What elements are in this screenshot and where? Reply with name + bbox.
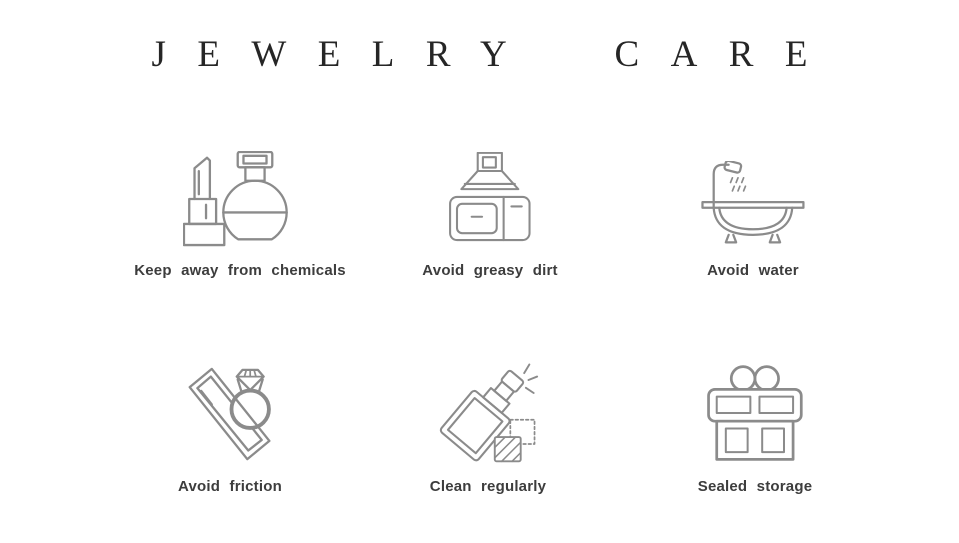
care-label: Sealed storage xyxy=(697,478,813,495)
care-card-greasy-dirt xyxy=(365,133,615,279)
icon-box xyxy=(704,349,806,463)
care-card-storage xyxy=(630,349,880,495)
care-card-clean xyxy=(363,349,613,495)
care-card-water xyxy=(628,133,878,279)
icon-box xyxy=(438,133,542,247)
care-card-friction xyxy=(105,349,355,495)
icon-box xyxy=(436,349,540,463)
spray-bottle-icon xyxy=(436,361,540,463)
lipstick-perfume-icon xyxy=(183,151,296,247)
kitchen-stove-icon xyxy=(438,152,542,247)
icon-box xyxy=(695,133,811,247)
care-label: Avoid greasy dirt xyxy=(422,262,558,279)
care-label: Avoid friction xyxy=(178,478,282,495)
care-card-chemicals xyxy=(115,133,365,279)
icon-box xyxy=(183,349,277,463)
page-title: JEWELRY CARE xyxy=(151,34,839,75)
care-label: Keep away from chemicals xyxy=(134,262,346,279)
icon-box xyxy=(183,133,296,247)
bathtub-shower-icon xyxy=(695,161,811,247)
gift-box-icon xyxy=(704,363,806,463)
care-label: Avoid water xyxy=(707,262,799,279)
diamond-ring-icon xyxy=(183,367,277,463)
care-label: Clean regularly xyxy=(429,478,547,495)
